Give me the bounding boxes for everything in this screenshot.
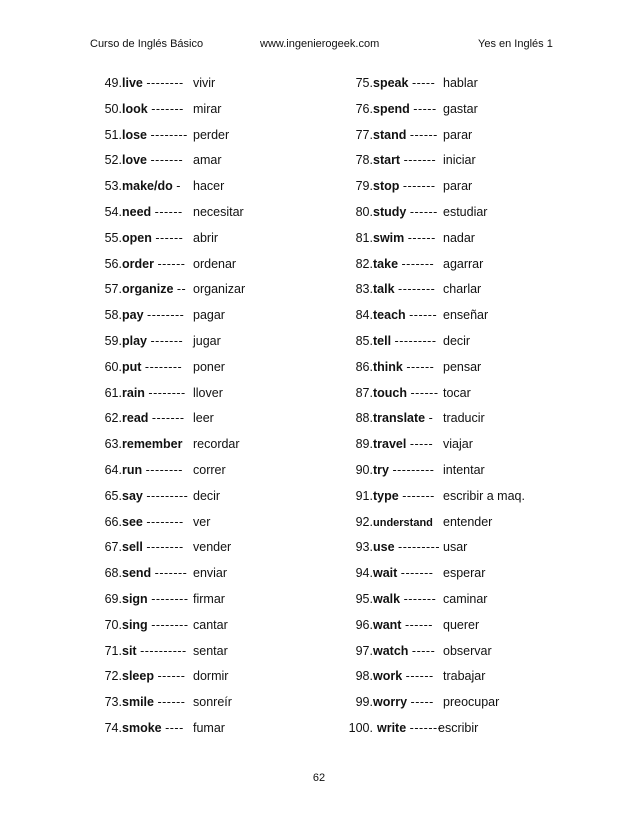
verb-entry: [90, 303, 320, 329]
dash-separator: ------: [410, 385, 439, 400]
verb-entry: [340, 123, 590, 149]
entry-number: 93.: [355, 540, 373, 555]
english-verb: teach: [373, 308, 406, 323]
spanish-translation: amar: [193, 153, 222, 168]
entry-number: 83.: [355, 282, 373, 297]
entry-number: 89.: [355, 437, 373, 452]
entry-number: 51.: [104, 127, 122, 142]
entry-number: 69.: [104, 591, 122, 606]
english-verb: sit: [122, 643, 137, 658]
dash-separator: --------: [146, 76, 184, 90]
dash-separator: -----: [411, 643, 436, 658]
spanish-translation: perder: [193, 127, 230, 142]
verb-entry: [340, 613, 590, 639]
verb-entry: [340, 716, 590, 742]
verb-entry: [340, 639, 590, 665]
entry-number: 92.: [355, 514, 373, 529]
dash-separator: ------: [405, 669, 434, 684]
english-verb: start: [373, 153, 401, 168]
english-verb: understand: [373, 516, 433, 529]
entry-number: 77.: [355, 127, 373, 142]
entry-number: 99.: [355, 695, 373, 710]
dash-separator: --: [176, 282, 187, 297]
spanish-translation: parar: [443, 127, 473, 142]
dash-separator: -------: [402, 488, 435, 503]
english-verb: put: [122, 359, 142, 374]
dash-separator: --------: [147, 308, 185, 323]
english-verb: sing: [122, 617, 148, 632]
spanish-translation: escribir a maq.: [443, 488, 525, 503]
dash-separator: -------: [151, 101, 184, 116]
dash-separator: --------: [144, 359, 183, 374]
entry-number: 49.: [104, 76, 122, 90]
verb-entry: [90, 484, 320, 510]
english-verb: smoke: [122, 720, 162, 735]
entry-number: 73.: [104, 695, 122, 710]
english-verb: spend: [373, 101, 410, 116]
verb-entry: [90, 329, 320, 355]
dash-separator: ------: [409, 308, 438, 323]
entry-number: 79.: [355, 179, 373, 194]
dash-separator: ---------: [392, 462, 435, 477]
verb-entry: [90, 510, 320, 536]
dash-separator: -------: [154, 566, 188, 581]
spanish-translation: vivir: [193, 76, 216, 90]
dash-separator: --------: [150, 127, 188, 142]
spanish-translation: intentar: [443, 462, 485, 477]
entry-number: 58.: [104, 308, 122, 323]
english-verb: need: [122, 204, 152, 219]
dash-separator: ------: [409, 204, 438, 219]
entry-number: 72.: [104, 669, 122, 684]
dash-separator: ------: [404, 617, 433, 632]
english-verb: type: [373, 488, 399, 503]
dash-separator: ----------: [140, 643, 187, 658]
entry-number: 82.: [355, 256, 373, 271]
verb-entry: [90, 252, 320, 278]
english-verb: watch: [373, 643, 409, 658]
dash-separator: --------: [146, 514, 184, 529]
verb-entry: [90, 200, 320, 226]
entry-number: 65.: [104, 488, 122, 503]
dash-separator: ------: [154, 204, 183, 219]
dash-separator: -------: [403, 153, 437, 168]
dash-separator: -: [176, 179, 181, 194]
english-verb: worry: [373, 695, 408, 710]
verb-entry: [340, 510, 590, 536]
verb-entry: [90, 716, 320, 742]
dash-separator: -------: [402, 179, 436, 194]
spanish-translation: llover: [193, 385, 223, 400]
entry-number: 62.: [104, 411, 122, 426]
entry-number: 96.: [355, 617, 373, 632]
entry-number: 85.: [355, 333, 373, 348]
verb-entry: [340, 277, 590, 303]
english-verb: think: [373, 359, 403, 374]
spanish-translation: parar: [443, 179, 473, 194]
english-verb: stop: [373, 179, 400, 194]
english-verb: sleep: [122, 669, 154, 684]
dash-separator: -------: [409, 720, 443, 735]
entry-number: 55.: [104, 230, 122, 245]
entry-number: 70.: [104, 617, 122, 632]
verb-entry: [90, 406, 320, 432]
dash-separator: -----: [411, 76, 436, 90]
dash-separator: -----: [409, 437, 434, 452]
english-verb: travel: [373, 437, 407, 452]
spanish-translation: observar: [443, 643, 492, 658]
entry-number: 98.: [355, 669, 373, 684]
spanish-translation: escribir: [438, 720, 479, 735]
spanish-translation: mirar: [193, 101, 222, 116]
spanish-translation: nadar: [443, 230, 475, 245]
verb-entry: [90, 226, 320, 252]
dash-separator: -: [428, 411, 434, 426]
verb-entry: [90, 148, 320, 174]
dash-separator: ---------: [146, 488, 189, 503]
header-website: www.ingenierogeek.com: [260, 38, 380, 50]
verb-entry: [90, 381, 320, 407]
spanish-translation: pagar: [193, 308, 225, 323]
entry-number: 53.: [104, 179, 122, 194]
dash-separator: --------: [151, 591, 189, 606]
verb-entry: [340, 458, 590, 484]
spanish-translation: correr: [193, 462, 226, 477]
spanish-translation: fumar: [193, 720, 225, 735]
spanish-translation: enseñar: [443, 308, 489, 323]
english-verb: tell: [373, 333, 392, 348]
dash-separator: --------: [148, 385, 186, 400]
entry-number: 64.: [104, 462, 122, 477]
verb-entry: [90, 535, 320, 561]
english-verb: sign: [122, 591, 148, 606]
entry-number: 74.: [104, 720, 122, 735]
dash-separator: ----: [165, 720, 184, 735]
verb-entry: [340, 71, 590, 97]
verb-entry: [340, 561, 590, 587]
page-number: 62: [312, 772, 326, 784]
dash-separator: -----: [413, 101, 437, 116]
spanish-translation: decir: [443, 333, 471, 348]
verb-entry: [90, 587, 320, 613]
dash-separator: --------: [146, 540, 184, 555]
english-verb: stand: [373, 127, 407, 142]
spanish-translation: poner: [193, 359, 225, 374]
english-verb: run: [122, 462, 143, 477]
dash-separator: -------: [150, 333, 184, 348]
entry-number: 81.: [355, 230, 373, 245]
entry-number: 91.: [355, 488, 373, 503]
spanish-translation: necesitar: [193, 204, 244, 219]
spanish-translation: dormir: [193, 669, 229, 684]
english-verb: try: [373, 462, 389, 477]
english-verb: smile: [122, 695, 154, 710]
verb-entry: [90, 355, 320, 381]
dash-separator: ---------: [394, 333, 437, 348]
entry-number: 100.: [348, 720, 373, 735]
spanish-translation: abrir: [193, 230, 219, 245]
english-verb: send: [122, 566, 152, 581]
entry-number: 66.: [104, 514, 122, 529]
dash-separator: -------: [151, 411, 185, 426]
verb-entry: [90, 97, 320, 123]
dash-separator: -------: [150, 153, 184, 168]
english-verb: see: [122, 514, 143, 529]
english-verb: swim: [373, 230, 405, 245]
spanish-translation: jugar: [193, 333, 221, 348]
spanish-translation: iniciar: [443, 153, 476, 168]
entry-number: 56.: [104, 256, 122, 271]
english-verb: translate: [373, 411, 426, 426]
spanish-translation: agarrar: [443, 256, 484, 271]
spanish-translation: cantar: [193, 617, 228, 632]
spanish-translation: hacer: [193, 179, 225, 194]
english-verb: order: [122, 256, 154, 271]
spanish-translation: traducir: [443, 411, 485, 426]
entry-number: 90.: [355, 462, 373, 477]
spanish-translation: esperar: [443, 566, 486, 581]
spanish-translation: charlar: [443, 282, 482, 297]
dash-separator: ------: [157, 256, 186, 271]
spanish-translation: entender: [443, 514, 493, 529]
verb-entry: [340, 355, 590, 381]
spanish-translation: organizar: [193, 282, 246, 297]
entry-number: 63.: [104, 437, 122, 452]
verb-entry: [340, 97, 590, 123]
verb-entry: [340, 174, 590, 200]
spanish-translation: querer: [443, 617, 480, 632]
verb-entry: [340, 303, 590, 329]
spanish-translation: estudiar: [443, 204, 488, 219]
entry-number: 68.: [104, 566, 122, 581]
spanish-translation: sonreír: [193, 695, 232, 710]
entry-number: 94.: [355, 566, 373, 581]
entry-number: 60.: [104, 359, 122, 374]
entry-number: 50.: [104, 101, 122, 116]
entry-number: 86.: [355, 359, 373, 374]
verb-entry: [340, 690, 590, 716]
verb-entry: [340, 484, 590, 510]
entry-number: 71.: [104, 643, 122, 658]
english-verb: want: [373, 617, 402, 632]
entry-number: 61.: [104, 385, 122, 400]
entry-number: 84.: [355, 308, 373, 323]
spanish-translation: viajar: [443, 437, 473, 452]
english-verb: make/do: [122, 179, 173, 194]
entry-number: 67.: [104, 540, 122, 555]
english-verb: say: [122, 488, 143, 503]
dash-separator: ---------: [398, 540, 440, 555]
entry-number: 52.: [104, 153, 122, 168]
verb-entry: [340, 664, 590, 690]
english-verb: rain: [122, 385, 145, 400]
dash-separator: ------: [157, 669, 186, 684]
spanish-translation: ordenar: [193, 256, 237, 271]
english-verb: speak: [373, 76, 409, 90]
english-verb: work: [373, 669, 403, 684]
english-verb: touch: [373, 385, 408, 400]
spanish-translation: enviar: [193, 566, 228, 581]
verb-entry: [90, 613, 320, 639]
dash-separator: ------: [155, 230, 184, 245]
entry-number: 97.: [355, 643, 373, 658]
dash-separator: -------: [400, 566, 434, 581]
english-verb: write: [377, 720, 407, 735]
verb-entry: [90, 432, 320, 458]
dash-separator: ------: [157, 695, 186, 710]
english-verb: open: [122, 230, 152, 245]
english-verb: wait: [373, 566, 398, 581]
spanish-translation: leer: [193, 411, 214, 426]
verb-list-left: [90, 71, 320, 742]
entry-number: 75.: [355, 76, 373, 90]
verb-entry: [90, 561, 320, 587]
spanish-translation: firmar: [193, 591, 225, 606]
english-verb: sell: [122, 540, 143, 555]
spanish-translation: decir: [193, 488, 221, 503]
dash-separator: -------: [403, 591, 437, 606]
spanish-translation: trabajar: [443, 669, 486, 684]
dash-separator: ------: [409, 127, 438, 142]
english-verb: take: [373, 256, 399, 271]
spanish-translation: recordar: [193, 437, 240, 452]
verb-entry: [340, 432, 590, 458]
verb-entry: [90, 690, 320, 716]
verb-entry: [340, 406, 590, 432]
entry-number: 88.: [355, 411, 373, 426]
verb-entry: [90, 458, 320, 484]
spanish-translation: caminar: [443, 591, 488, 606]
verb-entry: [90, 71, 320, 97]
verb-entry: [340, 200, 590, 226]
english-verb: play: [122, 333, 148, 348]
dash-separator: --------: [145, 462, 183, 477]
verb-entry: [340, 535, 590, 561]
spanish-translation: pensar: [443, 359, 482, 374]
entry-number: 78.: [355, 153, 373, 168]
spanish-translation: ver: [193, 514, 211, 529]
verb-entry: [340, 329, 590, 355]
english-verb: remember: [122, 437, 183, 452]
verb-entry: [90, 123, 320, 149]
verb-entry: [90, 664, 320, 690]
english-verb: talk: [373, 282, 395, 297]
english-verb: walk: [373, 591, 401, 606]
header-book-title: Yes en Inglés 1: [478, 38, 553, 50]
english-verb: pay: [122, 308, 144, 323]
spanish-translation: preocupar: [443, 695, 500, 710]
dash-separator: ------: [406, 359, 435, 374]
dash-separator: -------: [401, 256, 435, 271]
verb-entry: [340, 252, 590, 278]
spanish-translation: sentar: [193, 643, 228, 658]
english-verb: read: [122, 411, 149, 426]
entry-number: 87.: [355, 385, 373, 400]
entry-number: 95.: [355, 591, 373, 606]
english-verb: use: [373, 540, 395, 555]
dash-separator: -----: [410, 695, 434, 710]
dash-separator: --------: [151, 617, 189, 632]
dash-separator: ------: [407, 230, 436, 245]
english-verb: lose: [122, 127, 148, 142]
entry-number: 57.: [104, 282, 122, 297]
english-verb: study: [373, 204, 407, 219]
verb-list-right: [340, 71, 590, 742]
verb-entry: [340, 226, 590, 252]
spanish-translation: gastar: [443, 101, 478, 116]
spanish-translation: tocar: [443, 385, 471, 400]
entry-number: 59.: [104, 333, 122, 348]
english-verb: organize: [122, 282, 174, 297]
spanish-translation: hablar: [443, 76, 478, 90]
entry-number: 76.: [355, 101, 373, 116]
verb-entry: [90, 174, 320, 200]
entry-number: 54.: [104, 204, 122, 219]
spanish-translation: vender: [193, 540, 232, 555]
verb-entry: [90, 639, 320, 665]
verb-entry: [340, 381, 590, 407]
dash-separator: --------: [398, 282, 436, 297]
english-verb: look: [122, 101, 148, 116]
english-verb: live: [122, 76, 143, 90]
header-course-title: Curso de Inglés Básico: [90, 38, 204, 50]
verb-entry: [340, 587, 590, 613]
english-verb: love: [122, 153, 148, 168]
verb-entry: [340, 148, 590, 174]
spanish-translation: usar: [443, 540, 468, 555]
entry-number: 80.: [355, 204, 373, 219]
verb-entry: [90, 277, 320, 303]
